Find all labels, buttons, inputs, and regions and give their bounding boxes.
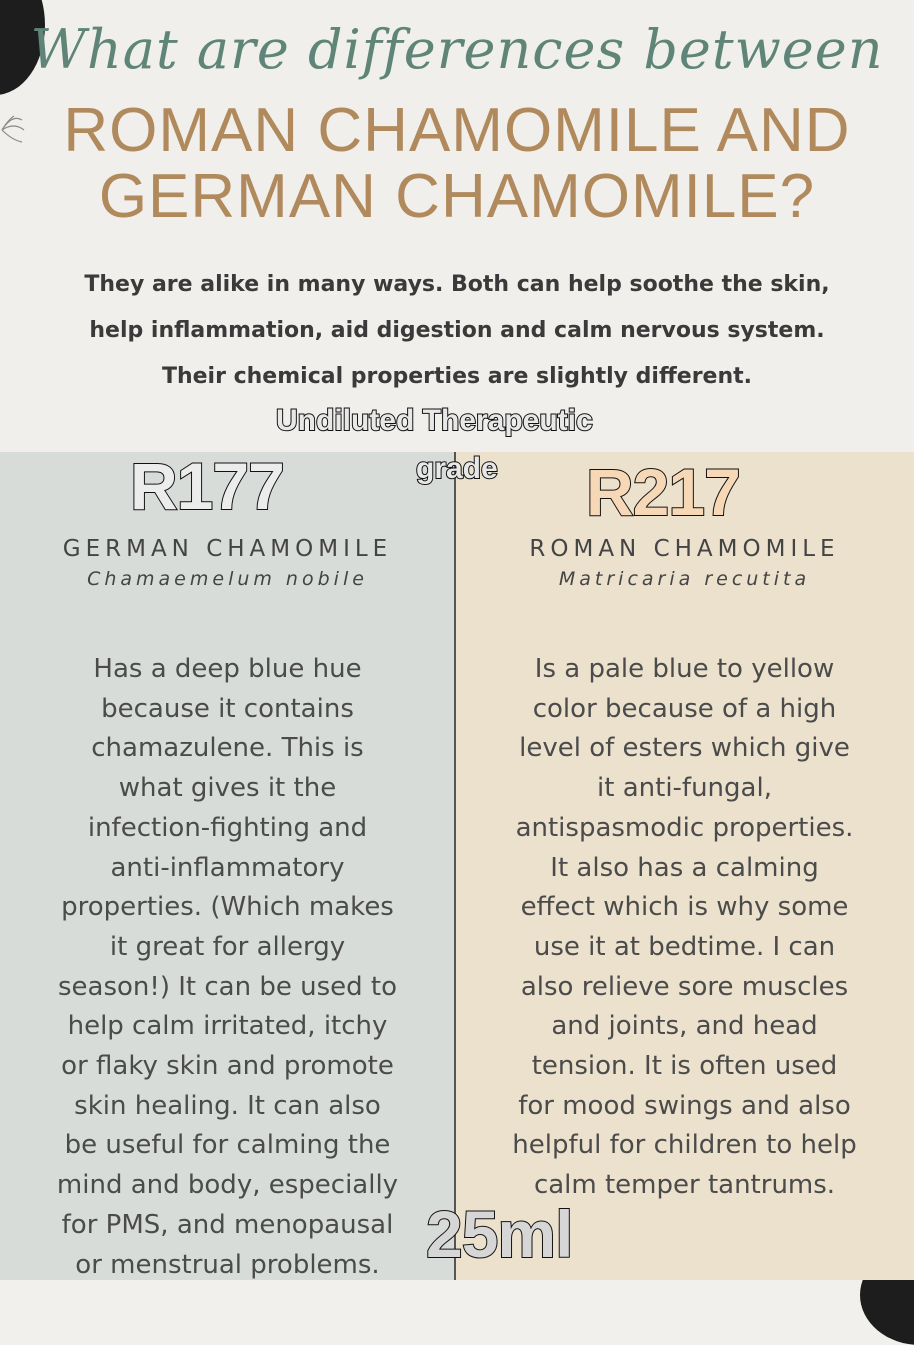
intro-line-2: help inflammation, aid digestion and calm nervous system. xyxy=(89,318,825,343)
script-title: What are differences between xyxy=(30,18,884,81)
roman-price: R217 xyxy=(586,455,740,529)
grade-banner-line-1: Undiluted Therapeutic xyxy=(276,404,593,437)
intro-line-3: Their chemical properties are slightly different. xyxy=(161,364,753,389)
german-name: GERMAN CHAMOMILE xyxy=(62,536,393,562)
german-latin-name: Chamaemelum nobile xyxy=(87,568,368,590)
german-description: Has a deep blue hue because it contains chamazulene. This is what gives it the infection-fighting and anti-inflammatory properties. (Which makes it great for allergy season!) It can be used to help calm irritated, itchy or flaky skin and promote skin healing. It can also be useful for calming the mind and body, especially for PMS, and menopausal or menstrual problems. xyxy=(56,654,399,1280)
roman-description: Is a pale blue to yellow color because of a high level of esters which give it anti-fungal, antispasmodic properties. It also has a calming effect which is why some use it at bedtime. I can also relieve sore muscles and joints, and head tension. It is often used for mood swings and also helpful for children to help calm temper tantrums. xyxy=(512,654,857,1201)
roman-chamomile-panel xyxy=(455,452,914,1280)
title-line-2: GERMAN CHAMOMILE? xyxy=(98,162,816,231)
german-chamomile-panel xyxy=(0,452,455,1280)
roman-latin-name: Matricaria recutita xyxy=(558,568,811,590)
intro-text xyxy=(0,262,914,400)
intro-line-1: They are alike in many ways. Both can help soothe the skin, xyxy=(84,272,830,297)
column-divider xyxy=(454,452,456,1280)
roman-name: ROMAN CHAMOMILE xyxy=(529,536,840,562)
german-price: R177 xyxy=(130,449,284,523)
title-line-1: ROMAN CHAMOMILE AND xyxy=(63,96,851,165)
volume-label: 25ml xyxy=(426,1197,573,1271)
page-title xyxy=(0,98,914,230)
grade-banner-line-2: grade xyxy=(416,452,498,485)
